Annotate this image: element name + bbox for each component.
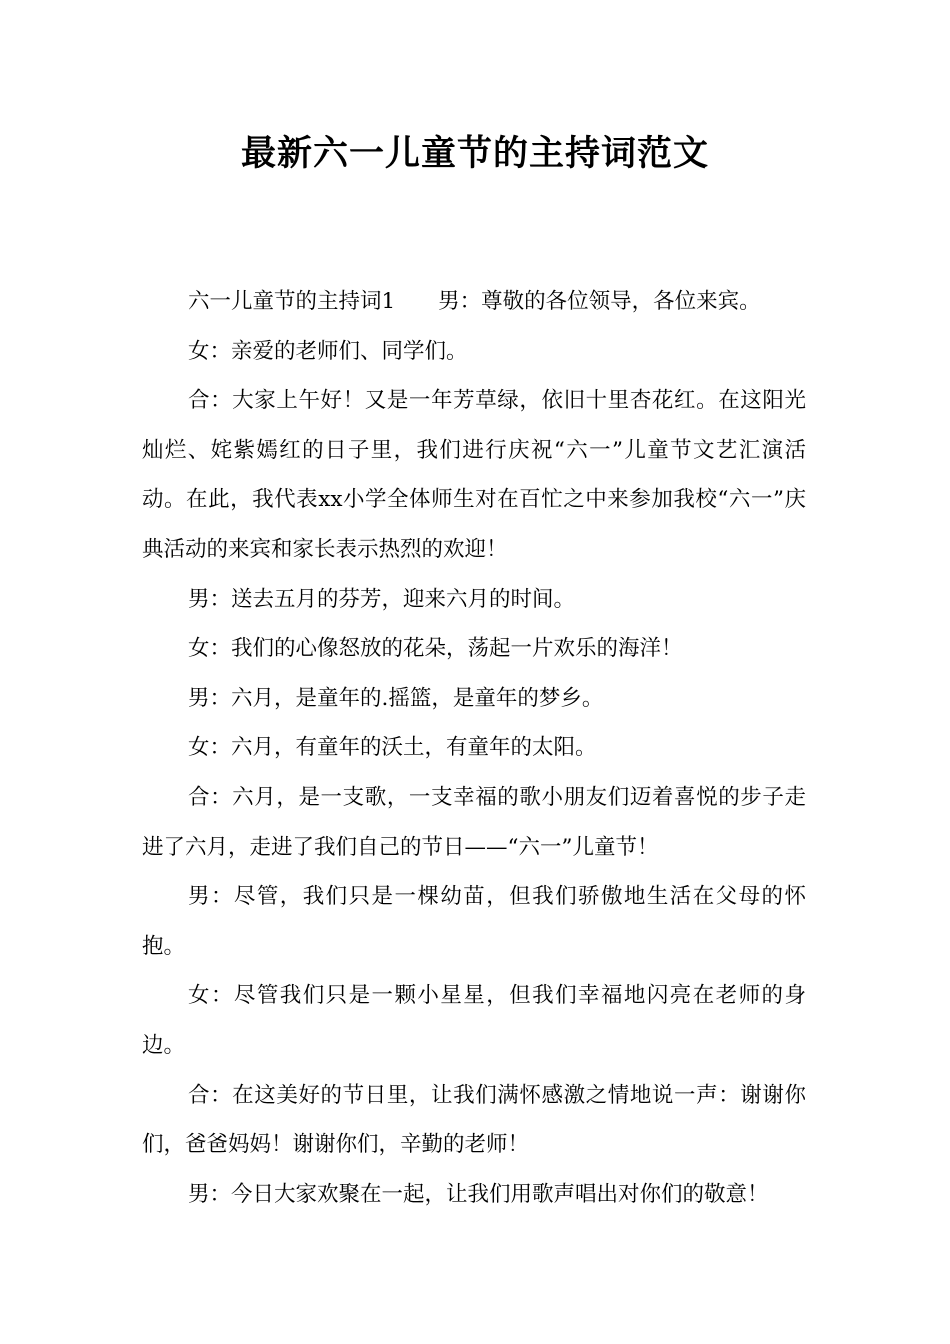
paragraph: 男：尽管，我们只是一棵幼苗，但我们骄傲地生活在父母的怀抱。	[142, 884, 806, 959]
paragraph: 六一儿童节的主持词1 男：尊敬的各位领导，各位来宾。	[188, 289, 761, 314]
paragraph: 合：大家上午好！又是一年芳草绿，依旧十里杏花红。在这阳光灿烂、姹紫嫣红的日子里，我们进行庆祝“六一”儿童节文艺汇演活动。在此，我代表xx小学全体师生对在百忙之中来参加我校“六一”庆典活动的来宾和家长表示热烈的欢迎！	[142, 388, 806, 562]
paragraph: 女：我们的心像怒放的花朵，荡起一片欢乐的海洋！	[188, 636, 683, 662]
document-title: 最新六一儿童节的主持词范文	[240, 134, 709, 174]
paragraph: 合：六月，是一支歌，一支幸福的歌小朋友们迈着喜悦的步子走进了六月，走进了我们自己的节日——“六一”儿童节！	[142, 784, 806, 860]
paragraph: 合：在这美好的节日里，让我们满怀感激之情地说一声：谢谢你们，爸爸妈妈！谢谢你们，辛勤的老师！	[142, 1082, 806, 1158]
document-body	[142, 277, 806, 1219]
paragraph: 女：尽管我们只是一颗小星星，但我们幸福地闪亮在老师的身边。	[142, 983, 806, 1058]
paragraph: 女：亲爱的老师们、同学们。	[188, 338, 468, 364]
paragraph: 男：送去五月的芬芳，迎来六月的时间。	[188, 586, 576, 612]
paragraph: 女：六月，有童年的沃土，有童年的太阳。	[188, 735, 597, 761]
paragraph: 男：六月，是童年的.摇篮，是童年的梦乡。	[188, 685, 604, 711]
paragraph: 男：今日大家欢聚在一起，让我们用歌声唱出对你们的敬意！	[188, 1181, 769, 1207]
